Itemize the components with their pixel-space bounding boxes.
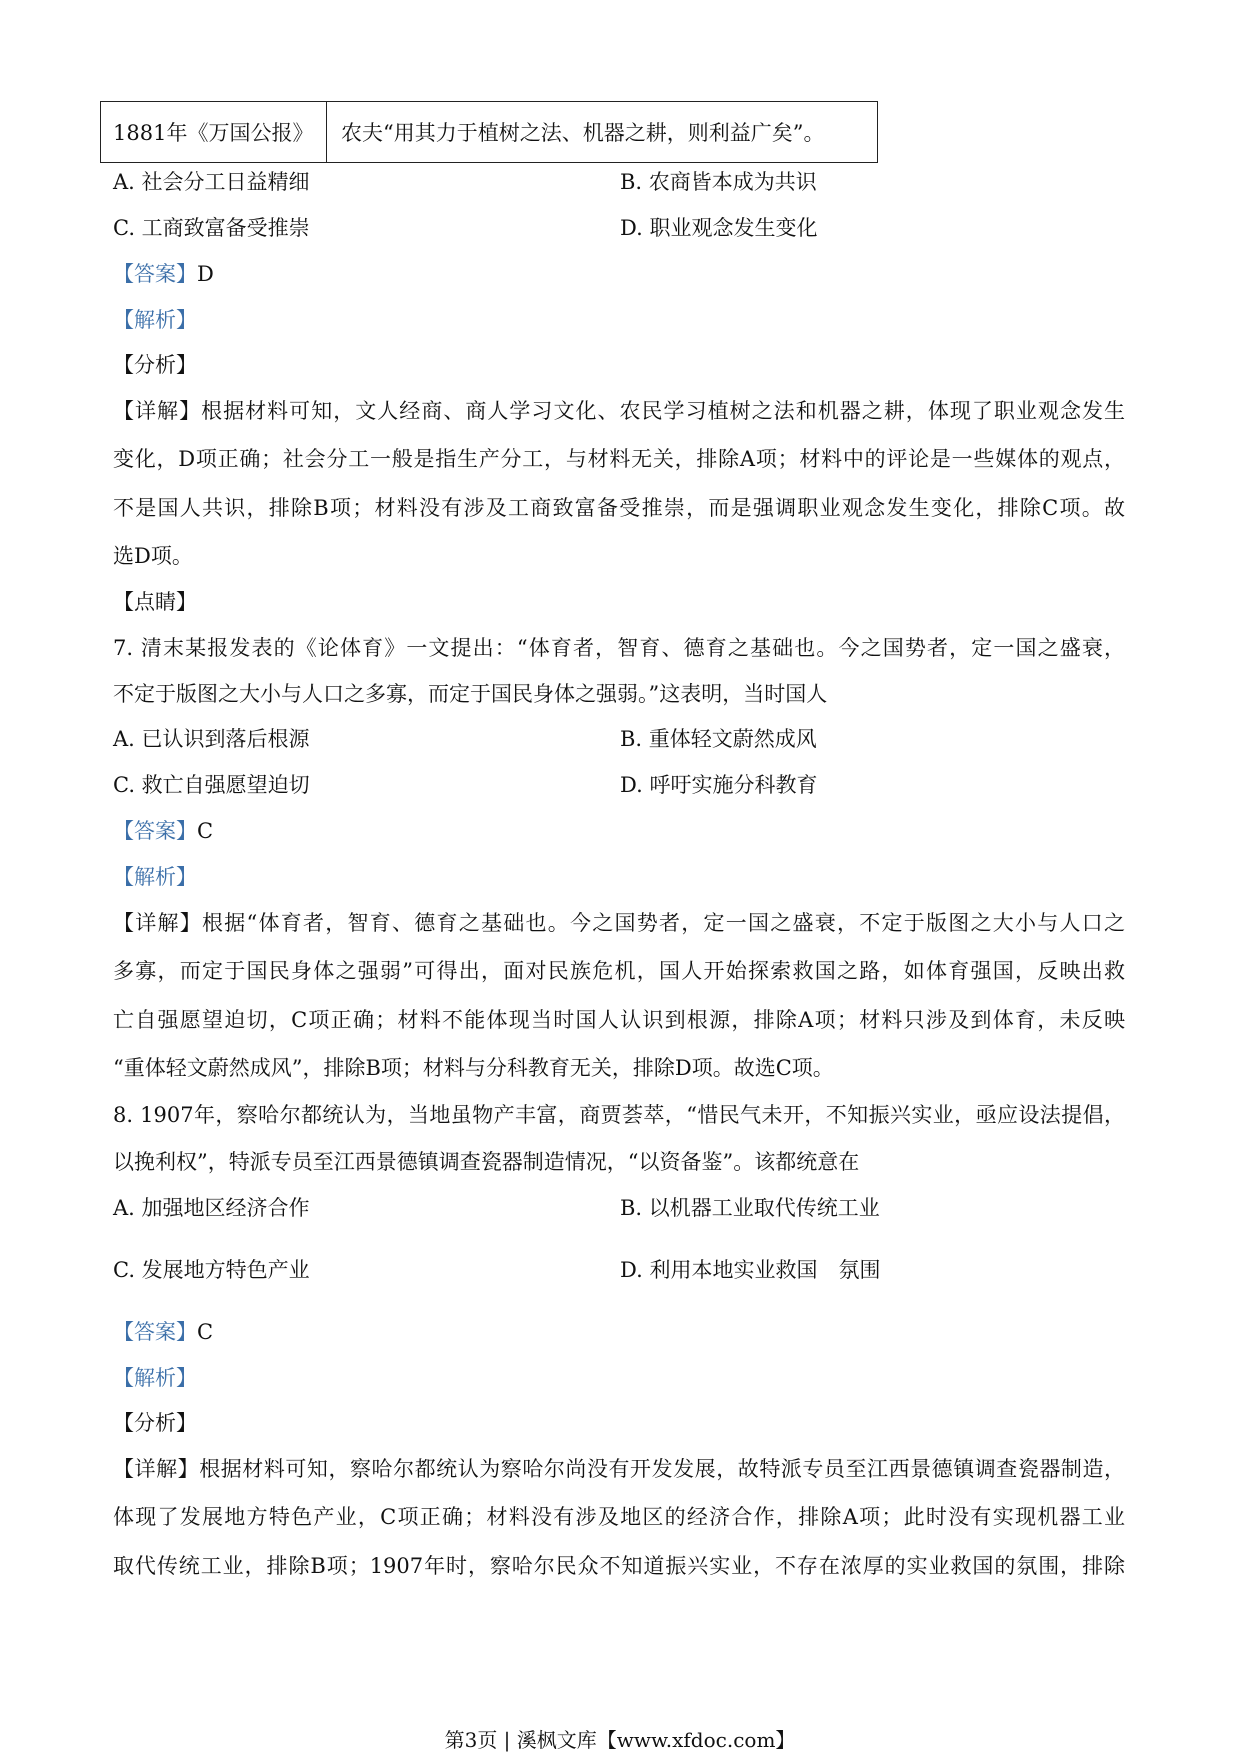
- q7-option-b: B. 重体轻文蔚然成风: [620, 727, 817, 751]
- q8-detail-line-2: 体现了发展地方特色产业，C项正确；材料没有涉及地区的经济合作，排除A项；此时没有实现机器工业: [113, 1505, 1125, 1529]
- q6-detail-line-2: 变化，D项正确；社会分工一般是指生产分工，与材料无关，排除A项；材料中的评论是一些媒体的观点，: [113, 447, 1125, 471]
- q7-option-d: D. 呼吁实施分科教育: [620, 773, 818, 797]
- q6-dianjing-label: 【点睛】: [113, 590, 197, 614]
- q7-detail-line-3: 亡自强愿望迫切，C项正确；材料不能体现当时国人认识到根源，排除A项；材料只涉及到体育，未反映: [113, 1008, 1125, 1032]
- q7-option-c: C. 救亡自强愿望迫切: [113, 773, 310, 797]
- answer-label: 【答案】: [113, 262, 197, 286]
- detail-label: 【详解】: [113, 1457, 200, 1481]
- q6-option-d: D. 职业观念发生变化: [620, 216, 818, 240]
- q6-fenxi-label: 【分析】: [113, 353, 197, 377]
- q8-option-c: C. 发展地方特色产业: [113, 1258, 310, 1282]
- answer-label: 【答案】: [113, 819, 197, 843]
- q6-option-a: A. 社会分工日益精细: [113, 170, 310, 194]
- q7-detail-line-2: 多寡，而定于国民身体之强弱”可得出，面对民族危机，国人开始探索救国之路，如体育强国，反映出救: [113, 959, 1125, 983]
- q8-option-d: D. 利用本地实业救国 氛围: [620, 1258, 881, 1282]
- q7-answer: [113, 821, 213, 842]
- q6-option-c: C. 工商致富备受推崇: [113, 216, 310, 240]
- q6-detail-line-1: 【详解】根据材料可知，文人经商、商人学习文化、农民学习植树之法和机器之耕，体现了职业观念发生: [113, 399, 1126, 423]
- q8-option-b: B. 以机器工业取代传统工业: [620, 1196, 880, 1220]
- q6-answer: [113, 264, 214, 285]
- q8-stem-line-2: 以挽利权”，特派专员至江西景德镇调查瓷器制造情况，“以资备鉴”。该都统意在: [113, 1150, 860, 1174]
- q8-stem-line-1: 8. 1907年，察哈尔都统认为，当地虽物产丰富，商贾荟萃，“惜民气未开，不知振兴实业，亟应设法提倡，: [113, 1103, 1125, 1127]
- q7-stem-line-2: 不定于版图之大小与人口之多寡，而定于国民身体之强弱。”这表明，当时国人: [113, 682, 828, 706]
- q7-detail-line-4: “重体轻文蔚然成风”，排除B项；材料与分科教育无关，排除D项。故选C项。: [113, 1056, 834, 1080]
- page-footer: 第3页 | 溪枫文库【www.xfdoc.com】: [444, 1728, 796, 1752]
- table-content-cell: 农夫“用其力于植树之法、机器之耕，则利益广矣”。: [341, 121, 825, 145]
- answer-value: D: [197, 262, 214, 286]
- q6-jiexi-label: 【解析】: [113, 308, 197, 332]
- answer-value: C: [197, 819, 214, 843]
- q6-detail-line-3: 不是国人共识，排除B项；材料没有涉及工商致富备受推崇，而是强调职业观念发生变化，排除C项。故: [113, 496, 1125, 520]
- q7-option-a: A. 已认识到落后根源: [113, 727, 310, 751]
- q8-option-a: A. 加强地区经济合作: [113, 1196, 310, 1220]
- detail-label: 【详解】: [113, 399, 202, 423]
- q8-detail-line-3: 取代传统工业，排除B项；1907年时，察哈尔民众不知道振兴实业，不存在浓厚的实业救国的氛围，排除: [113, 1554, 1125, 1578]
- detail-label: 【详解】: [113, 911, 203, 935]
- q8-answer: [113, 1322, 213, 1343]
- answer-value: C: [197, 1320, 214, 1344]
- q8-fenxi-label: 【分析】: [113, 1411, 197, 1435]
- q6-option-b: B. 农商皆本成为共识: [620, 170, 817, 194]
- source-table: [100, 101, 878, 163]
- q8-jiexi-label: 【解析】: [113, 1366, 197, 1390]
- q6-detail-line-4: 选D项。: [113, 544, 193, 568]
- q7-detail-line-1: 【详解】根据“体育者，智育、德育之基础也。今之国势者，定一国之盛衰，不定于版图之大小与人口之: [113, 911, 1126, 935]
- q8-detail-line-1: 【详解】根据材料可知，察哈尔都统认为察哈尔尚没有开发发展，故特派专员至江西景德镇调查瓷器制造，: [113, 1457, 1126, 1481]
- q7-stem-line-1: 7. 清末某报发表的《论体育》一文提出：“体育者，智育、德育之基础也。今之国势者，定一国之盛衰，: [113, 636, 1125, 660]
- table-source-cell: 1881年《万国公报》: [101, 102, 327, 162]
- answer-label: 【答案】: [113, 1320, 197, 1344]
- q7-jiexi-label: 【解析】: [113, 865, 197, 889]
